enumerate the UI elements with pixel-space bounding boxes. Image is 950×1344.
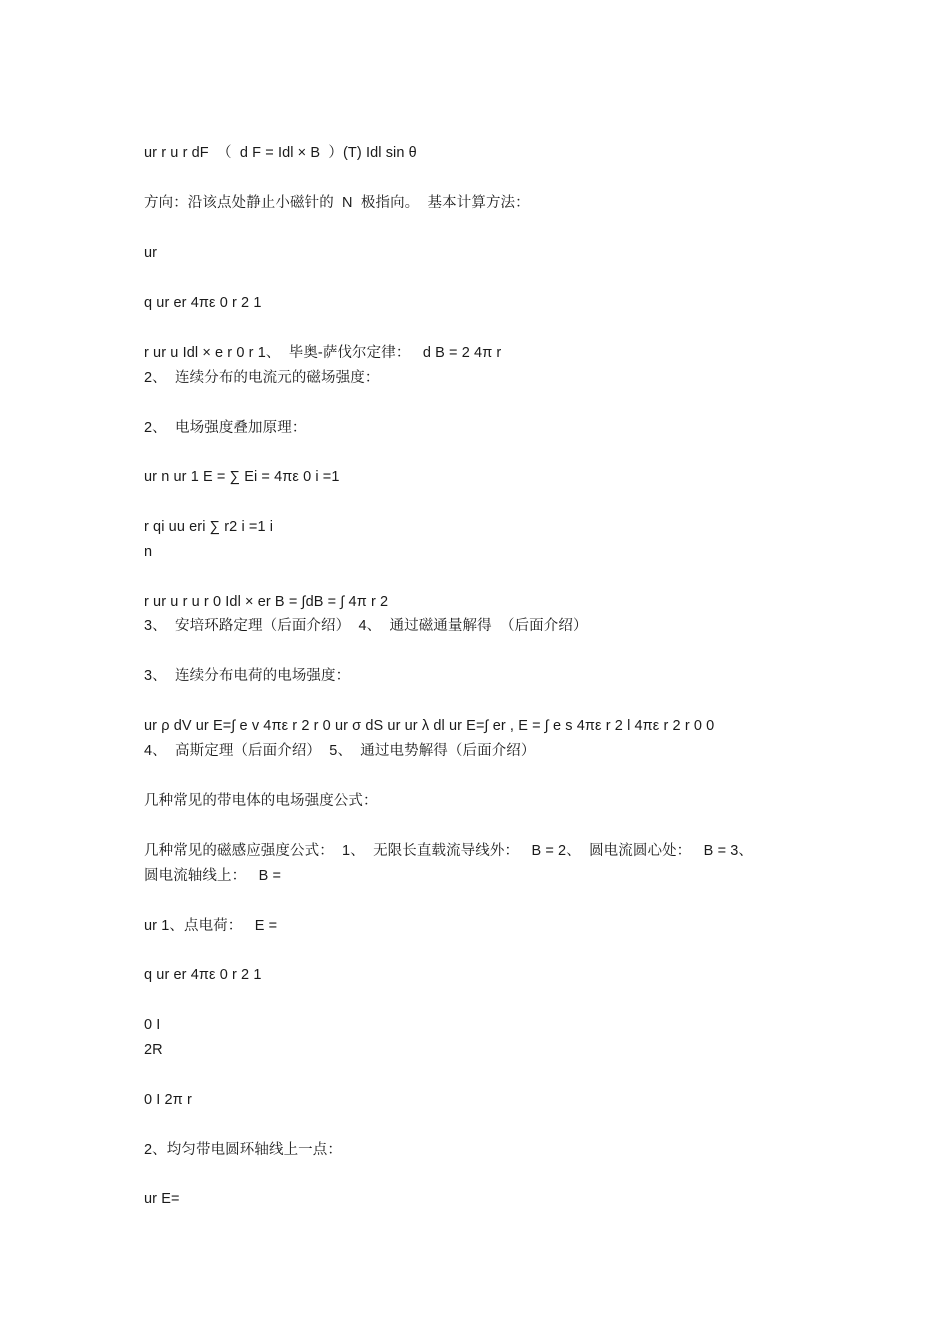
- text-line: 0 I 2π r: [144, 1092, 192, 1108]
- text-line: q ur er 4πε 0 r 2 1: [144, 967, 262, 983]
- text-line: 4、 高斯定理（后面介绍） 5、 通过电势解得（后面介绍）: [144, 743, 536, 759]
- text-line: ur n ur 1 E = ∑ Ei = 4πε 0 i =1: [144, 469, 340, 485]
- text-line: ur 1、点电荷： E =: [144, 918, 278, 934]
- text-line: 0 I: [144, 1017, 161, 1033]
- text-line: ur r u r dF （ d F = Idl × B ）(T) Idl sin θ: [144, 145, 417, 161]
- text-line: 方向：沿该点处静止小磁针的 N 极指向。 基本计算方法：: [144, 195, 530, 211]
- text-line: ur: [144, 245, 158, 261]
- text-line: n: [144, 544, 153, 560]
- text-line: 2、 电场强度叠加原理：: [144, 420, 307, 436]
- text-line: r qi uu eri ∑ r2 i =1 i: [144, 519, 274, 535]
- text-line: 2R: [144, 1042, 163, 1058]
- text-line: 3、 安培环路定理（后面介绍） 4、 通过磁通量解得 （后面介绍）: [144, 618, 588, 634]
- text-line: 几种常见的磁感应强度公式： 1、 无限长直载流导线外： B = 2、 圆电流圆心处： B = 3、: [144, 843, 754, 859]
- text-line: 2、 连续分布的电流元的磁场强度：: [144, 370, 380, 386]
- text-line: 2、均匀带电圆环轴线上一点：: [144, 1142, 342, 1158]
- text-line: r ur u r u r 0 Idl × er B = ∫dB = ∫ 4π r 2: [144, 594, 389, 610]
- text-line: 圆电流轴线上： B =: [144, 868, 282, 884]
- text-line: r ur u Idl × e r 0 r 1、 毕奥-萨伐尔定律： d B = 2 4π r: [144, 345, 502, 361]
- text-line: 几种常见的带电体的电场强度公式：: [144, 793, 378, 809]
- text-line: q ur er 4πε 0 r 2 1: [144, 295, 262, 311]
- text-line: 3、 连续分布电荷的电场强度：: [144, 668, 351, 684]
- text-line: ur ρ dV ur E=∫ e v 4πε r 2 r 0 ur σ dS ur ur λ dl ur E=∫ er , E = ∫ e s 4πε r 2 l 4πε r 2 r 0 0: [144, 718, 715, 734]
- text-line: ur E=: [144, 1191, 180, 1207]
